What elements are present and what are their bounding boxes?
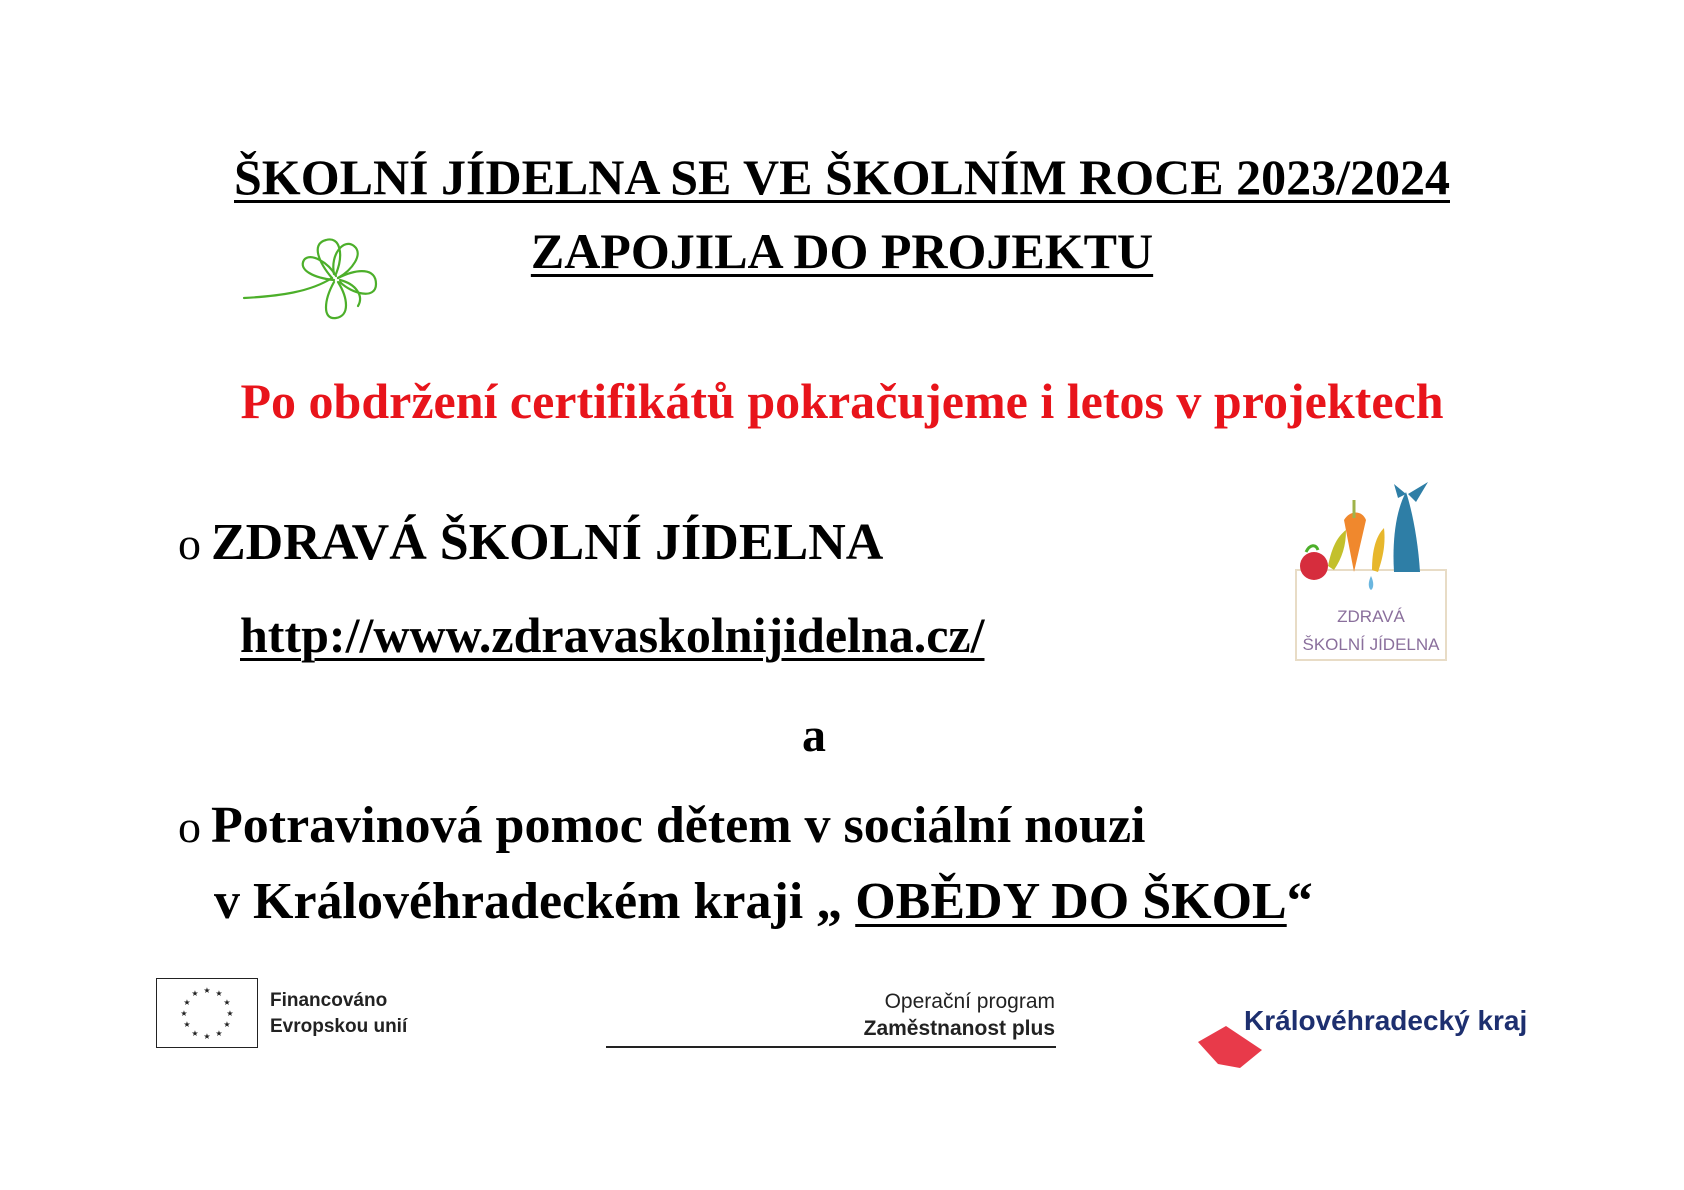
eu-flag-logo	[156, 978, 258, 1048]
svg-text:★: ★	[180, 1009, 188, 1018]
eu-funding-text	[270, 988, 407, 1039]
project-text-end: “	[1286, 873, 1313, 930]
divider-line	[606, 1046, 1056, 1048]
svg-text:★: ★	[223, 998, 231, 1007]
logo-text-line-2: ŠKOLNÍ JÍDELNA	[1302, 635, 1440, 654]
bullet: o	[178, 801, 201, 852]
project-url-link[interactable]: http://www.zdravaskolnijidelna.cz/	[240, 607, 985, 663]
svg-text:★: ★	[223, 1020, 231, 1029]
project-item-healthy-canteen	[178, 514, 884, 571]
svg-text:★: ★	[203, 986, 211, 995]
project-text: v Královéhradeckém kraji „	[214, 873, 856, 930]
svg-text:★: ★	[215, 989, 223, 998]
eu-text-line-2: Evropskou unií	[270, 1015, 408, 1037]
svg-text:★: ★	[183, 998, 191, 1007]
operational-programme-text	[770, 988, 1055, 1043]
heading-line-2: ZAPOJILA DO PROJEKTU	[530, 223, 1154, 279]
svg-text:★: ★	[191, 1029, 199, 1038]
svg-text:★: ★	[203, 1032, 211, 1041]
conjunction: a	[802, 709, 826, 762]
project-label: Potravinová pomoc dětem v sociální nouzi	[211, 797, 1146, 854]
svg-text:★: ★	[215, 1029, 223, 1038]
heading-line-1: ŠKOLNÍ JÍDELNA SE VE ŠKOLNÍM ROCE 2023/2024	[234, 149, 1450, 205]
clover-icon	[240, 234, 400, 334]
eu-text-line-1: Financováno	[270, 990, 388, 1011]
subtitle: Po obdržení certifikátů pokračujeme i letos v projektech	[240, 373, 1444, 429]
project-label: ZDRAVÁ ŠKOLNÍ JÍDELNA	[211, 514, 884, 571]
svg-text:★: ★	[191, 989, 199, 998]
bullet: o	[178, 518, 201, 569]
eu-stars-icon	[157, 979, 257, 1047]
logo-text-line-1: ZDRAVÁ	[1337, 607, 1405, 626]
project-item-food-aid-line-2	[214, 873, 1313, 930]
op-text-line-2: Zaměstnanost plus	[863, 1017, 1055, 1041]
op-text-line-1: Operační program	[884, 990, 1055, 1013]
healthy-school-canteen-logo	[1288, 480, 1458, 680]
svg-text:★: ★	[183, 1020, 191, 1029]
project-item-food-aid	[178, 797, 1146, 854]
project-emphasis: OBĚDY DO ŠKOL	[855, 873, 1287, 930]
region-name: Královéhradecký kraj	[1244, 1005, 1528, 1036]
svg-text:★: ★	[226, 1009, 234, 1018]
